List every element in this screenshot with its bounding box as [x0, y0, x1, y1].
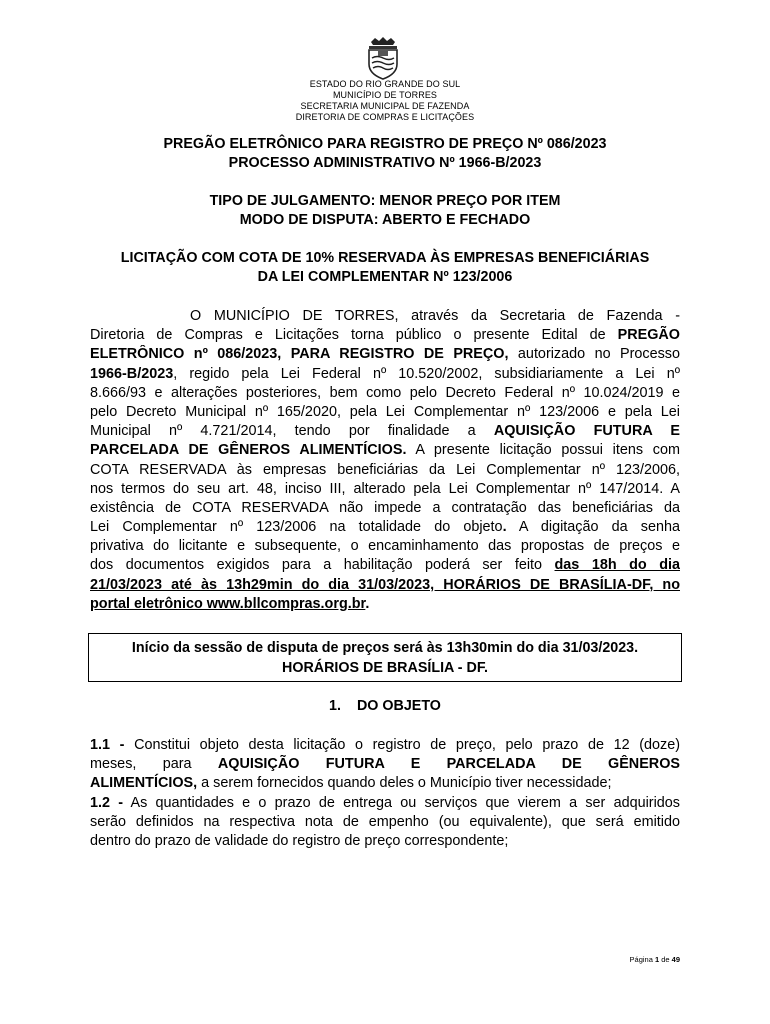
clauses-block: [90, 736, 680, 851]
intro-line: existência de COTA RESERVADA não impede a contratação das beneficiárias da: [90, 499, 680, 516]
intro-bold: .: [502, 519, 507, 536]
header-block: [235, 79, 535, 123]
intro-line: A presente licitação possui itens com: [406, 442, 680, 459]
session-notice-line: Início da sessão de disputa de preços será às 13h30min do dia 31/03/2023.: [131, 640, 639, 656]
intro-bold: ELETRÔNICO nº 086/2023, PARA REGISTRO DE PREÇO,: [90, 346, 509, 363]
section-heading: [0, 697, 770, 716]
intro-bold: PREGÃO: [617, 327, 680, 344]
page-total: 49: [671, 955, 680, 964]
title-modo-disputa: MODO DE DISPUTA: ABERTO E FECHADO: [239, 212, 531, 228]
clause-line: meses, para: [90, 756, 218, 773]
intro-line: Diretoria de Compras e Licitações torna público o presente Edital de: [90, 327, 618, 344]
intro-line: Lei Complementar nº 123/2006 na totalidade do objeto: [90, 519, 503, 536]
page-number-sep: de: [659, 955, 672, 964]
session-notice-box: [88, 633, 682, 682]
title-tipo-julgamento: TIPO DE JULGAMENTO: MENOR PREÇO POR ITEM: [209, 193, 561, 209]
clause-line: serão definidos na respectiva nota de empenho (ou equivalente), que será emitido: [90, 813, 680, 830]
intro-bold: AQUISIÇÃO FUTURA E: [493, 423, 680, 440]
header-municipality: MUNICÍPIO DE TORRES: [332, 90, 438, 100]
clause-bold: AQUISIÇÃO FUTURA E PARCELADA DE GÊNEROS: [217, 756, 680, 773]
page-number-prefix: Página: [629, 955, 655, 964]
title-cota-reservada: LICITAÇÃO COM COTA DE 10% RESERVADA ÀS EMPRESAS BENEFICIÁRIAS: [120, 250, 650, 266]
clause-line: dentro do prazo de validade do registro de preço correspondente;: [90, 832, 509, 849]
intro-line: privativa do licitante e subsequente, o encaminhamento das propostas de preços e: [90, 538, 680, 555]
intro-paragraph: [90, 307, 680, 614]
intro-line: Municipal nº 4.721/2014, tendo por finalidade a: [90, 423, 494, 440]
intro-line: O MUNICÍPIO DE TORRES, através da Secretaria de Fazenda -: [190, 308, 680, 324]
header-directorate: DIRETORIA DE COMPRAS E LICITAÇÕES: [295, 112, 475, 122]
title-lei-complementar: DA LEI COMPLEMENTAR Nº 123/2006: [257, 269, 513, 285]
clause-line: Constitui objeto desta licitação o registro de preço, pelo prazo de 12 (doze): [124, 737, 680, 753]
title-processo: PROCESSO ADMINISTRATIVO Nº 1966-B/2023: [228, 155, 542, 171]
intro-bold-underline: 21/03/2023 até às 13h29min do dia 31/03/2023, HORÁRIOS DE BRASÍLIA-DF, no: [90, 576, 680, 593]
title-pregao: PREGÃO ELETRÔNICO PARA REGISTRO DE PREÇO Nº 086/2023: [163, 136, 607, 152]
intro-line: 8.666/93 e alterações posteriores, bem como pelo Decreto Federal nº 10.024/2019 e: [90, 384, 680, 401]
clause-number: 1.1 -: [90, 737, 125, 753]
portal-link[interactable]: portal eletrônico www.bllcompras.org.br: [90, 595, 366, 612]
intro-line: autorizado no Processo: [508, 346, 680, 363]
intro-bold: 1966-B/2023: [90, 365, 174, 382]
intro-bold: PARCELADA DE GÊNEROS ALIMENTÍCIOS.: [90, 442, 407, 459]
page-number: [630, 955, 680, 964]
intro-line: COTA RESERVADA às empresas beneficiárias da Lei Complementar nº 123/2006,: [90, 461, 680, 478]
header-secretariat: SECRETARIA MUNICIPAL DE FAZENDA: [300, 101, 470, 111]
municipal-crest-icon: [363, 36, 403, 80]
clause-bold: ALIMENTÍCIOS,: [90, 775, 198, 792]
intro-line: nos termos do seu art. 48, inciso III, alterado pela Lei Complementar nº 147/2014. A: [90, 480, 680, 497]
section-number: 1.: [329, 698, 341, 714]
clause-line: a serem fornecidos quando deles o Município tiver necessidade;: [197, 775, 612, 792]
header-state: ESTADO DO RIO GRANDE DO SUL: [309, 79, 461, 89]
intro-line: dos documentos exigidos para a habilitação poderá ser feito: [90, 557, 555, 574]
intro-bold: .: [365, 595, 370, 612]
intro-line: pelo Decreto Municipal nº 165/2020, pela Lei Complementar nº 123/2006 e pela Lei: [90, 403, 680, 420]
intro-line: A digitação da senha: [506, 519, 680, 536]
page-current: 1: [654, 955, 660, 964]
session-notice-line: HORÁRIOS DE BRASÍLIA - DF.: [282, 660, 488, 676]
intro-line: , regido pela Lei Federal nº 10.520/2002, subsidiariamente a Lei nº: [173, 365, 680, 382]
intro-bold-underline: das 18h do dia: [554, 557, 680, 574]
clause-line: As quantidades e o prazo de entrega ou serviços que vierem a ser adquiridos: [123, 794, 680, 811]
section-title: DO OBJETO: [356, 698, 441, 714]
clause-number: 1.2 -: [90, 794, 124, 811]
